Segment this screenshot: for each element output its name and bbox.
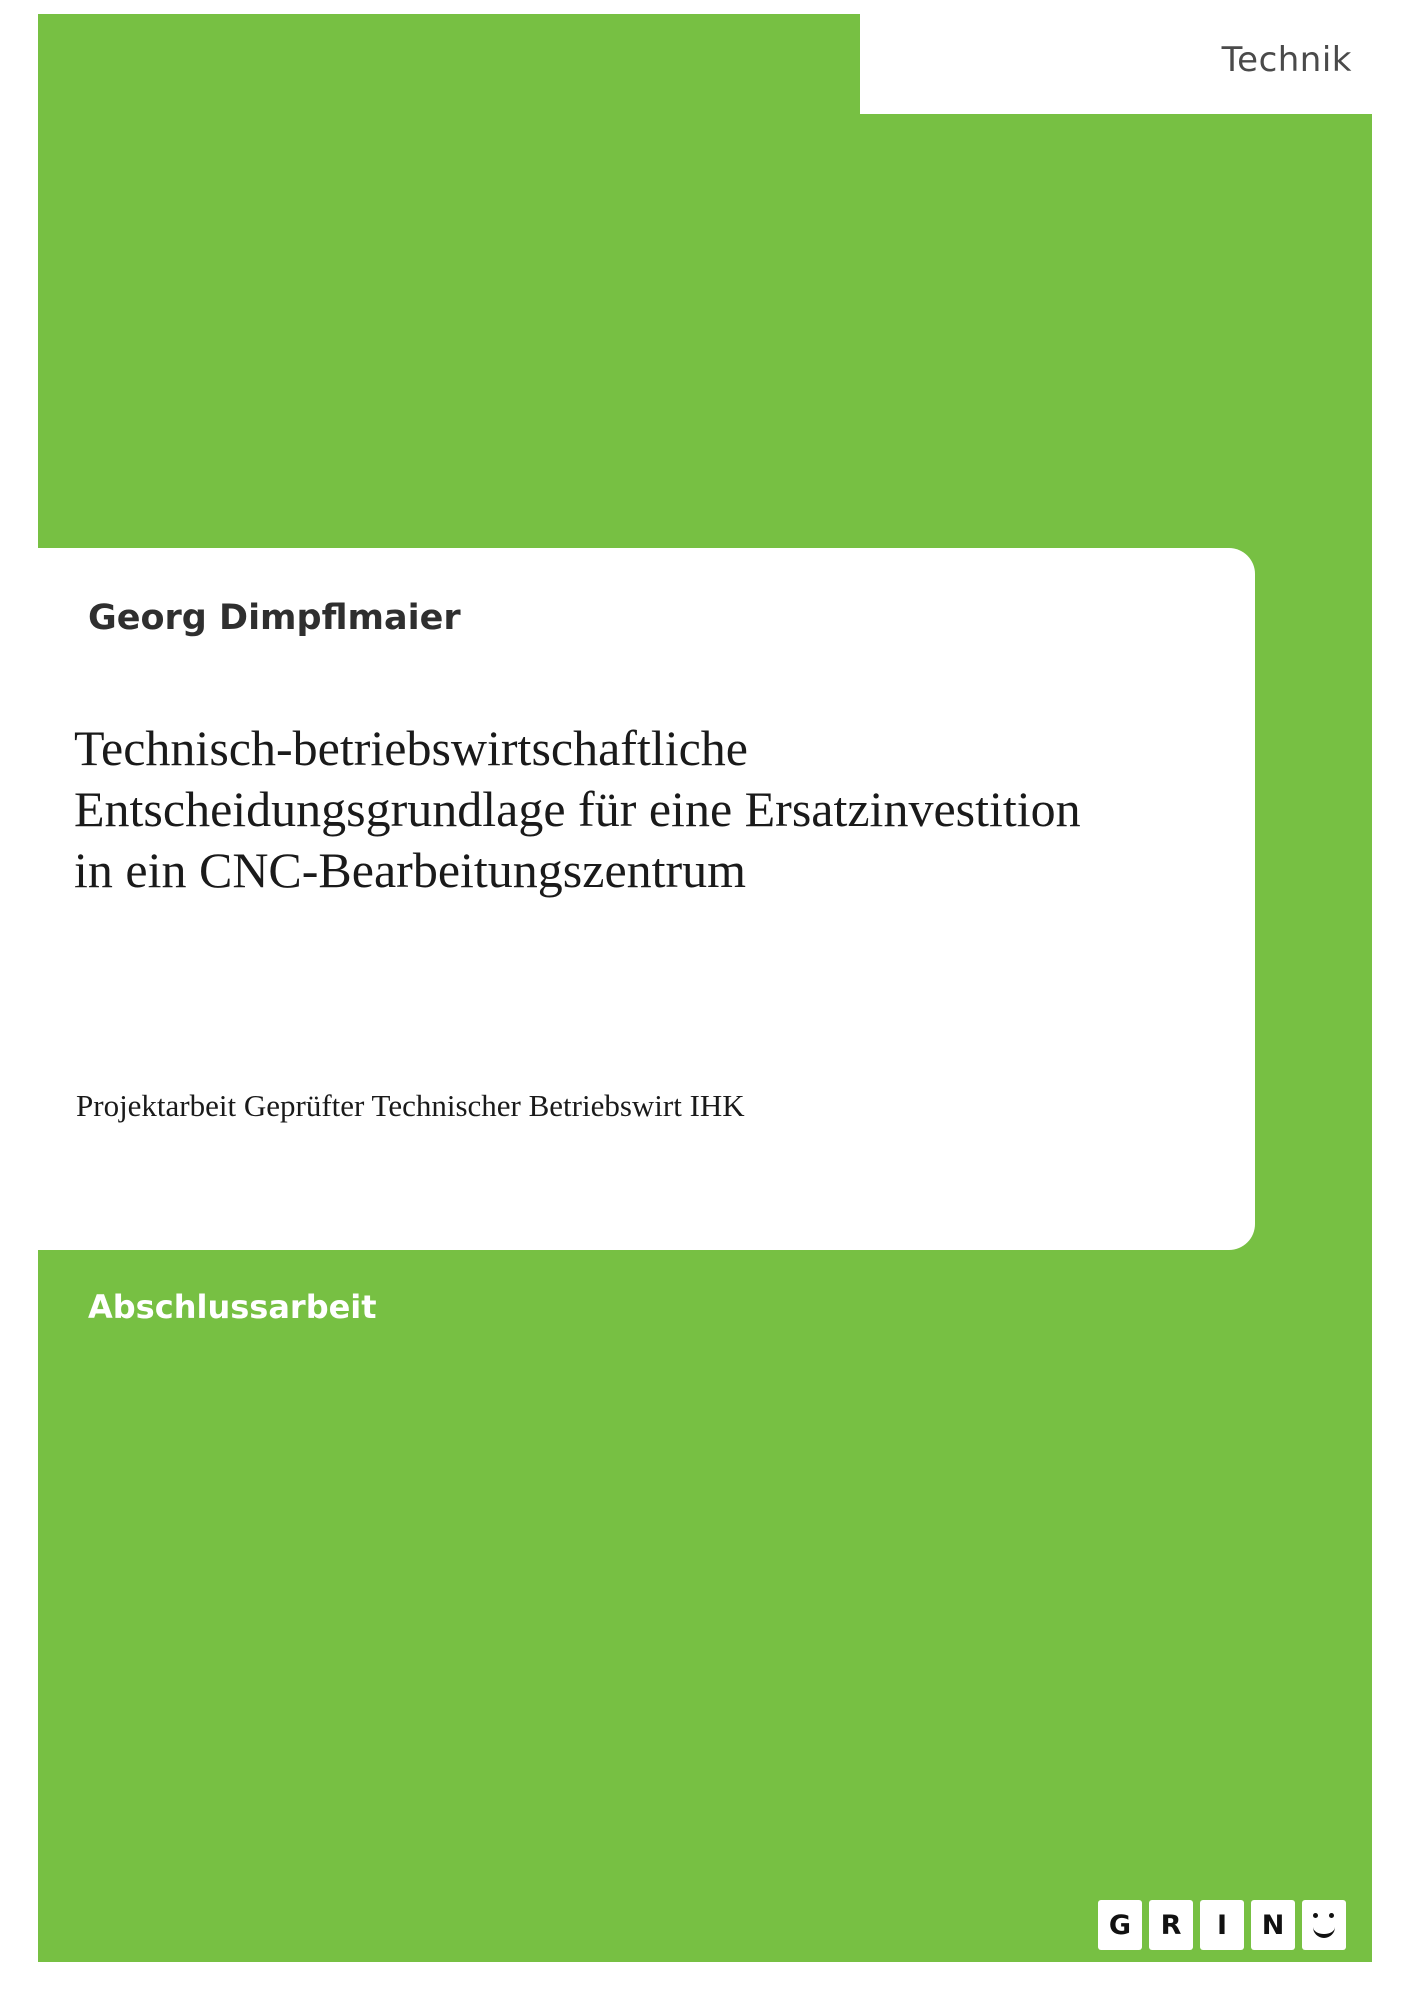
- category-label: Technik: [1221, 40, 1352, 80]
- logo-letter-n: N: [1251, 1900, 1295, 1950]
- page-margin-right: [1372, 0, 1410, 2000]
- logo-letter-i: I: [1200, 1900, 1244, 1950]
- logo-letter-g: G: [1098, 1900, 1142, 1950]
- page-margin-bottom: [0, 1962, 1410, 2000]
- document-type-label: Abschlussarbeit: [88, 1288, 377, 1326]
- grin-logo: [1098, 1900, 1346, 1950]
- page-title: Technisch-betriebswirtschaftliche Entscheidungsgrundlage für eine Ersatzinvestition in ein CNC-Bearbeitungszentrum: [74, 720, 1081, 898]
- subtitle: Projektarbeit Geprüfter Technischer Betriebswirt IHK: [76, 1088, 745, 1123]
- title-card: [0, 548, 1255, 1250]
- logo-letter-r: R: [1149, 1900, 1193, 1950]
- page-margin-top: [0, 0, 1410, 14]
- author-name: Georg Dimpflmaier: [88, 598, 461, 638]
- smiley-icon: [1302, 1900, 1346, 1950]
